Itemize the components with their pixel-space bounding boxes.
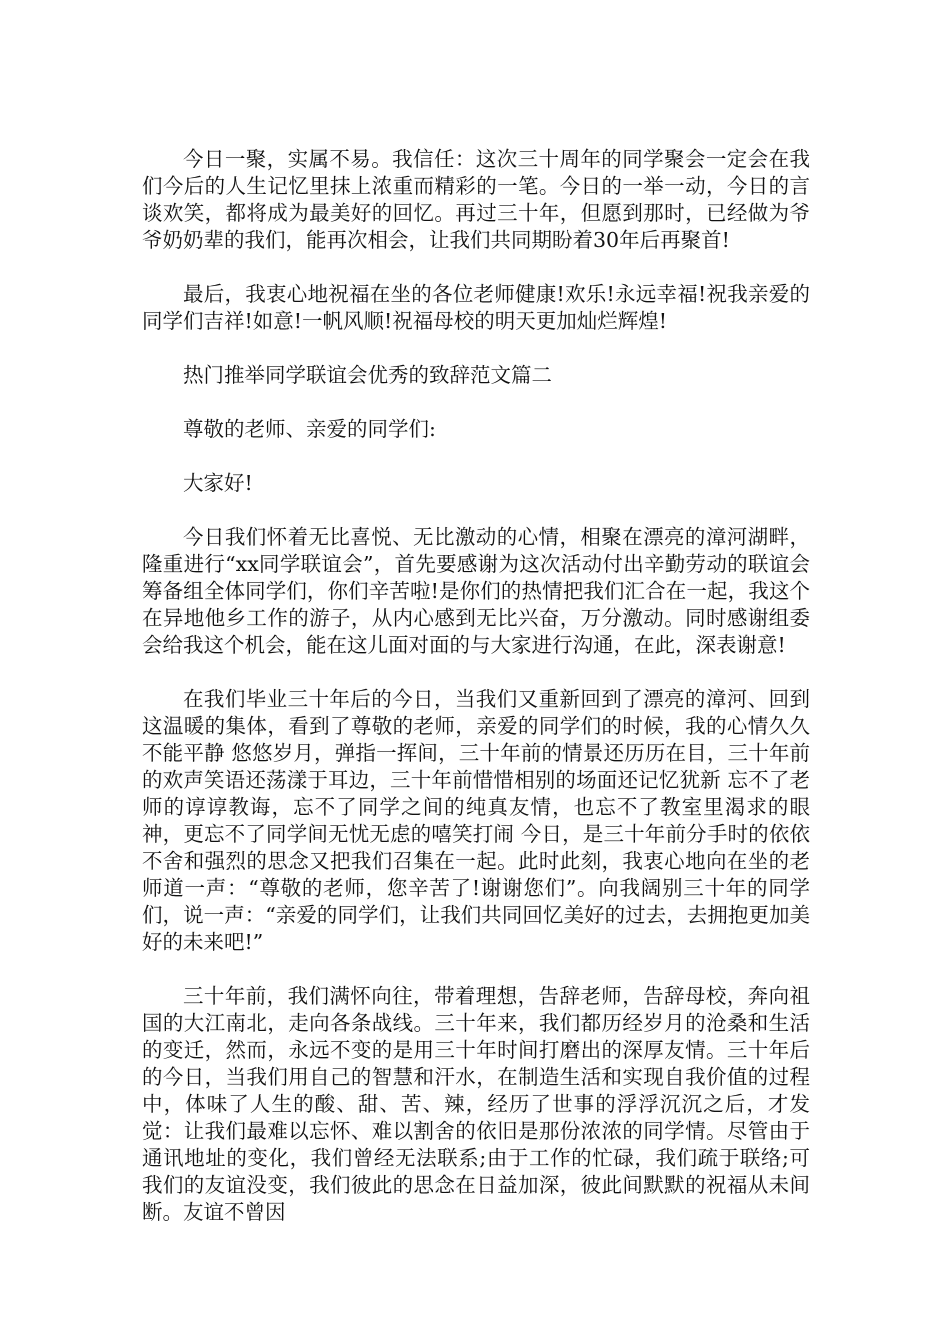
paragraph-memories: 在我们毕业三十年后的今日，当我们又重新回到了漂亮的漳河、回到这温暖的集体，看到了尊敬的老师，亲爱的同学们的时候，我的心情久久不能平静 悠悠岁月，弹指一挥间，三十年前的情景还历历在目，三十年前的欢声笑语还荡漾于耳边，三十年前惜惜相别的场面还记忆犹新 忘不了老师的谆谆教诲，忘不了同学之间的纯真友情，也忘不了教室里渴求的眼神，更忘不了同学间无忧无虑的嘻笑打闹 今日，是三十年前分手时的依依不舍和强烈的思念又把我们召集在一起。此时此刻，我衷心地向在坐的老师道一声：“尊敬的老师，您辛苦了!谢谢您们”。向我阔别三十年的同学们，说一声：“亲爱的同学们，让我们共同回忆美好的过去，去拥抱更加美好的未来吧!” bbox=[142, 687, 810, 954]
paragraph-opening: 今日我们怀着无比喜悦、无比激动的心情，相聚在漂亮的漳河湖畔，隆重进行“xx同学联谊会”，首先要感谢为这次活动付出辛勤劳动的联谊会筹备组全体同学们，你们辛苦啦!是你们的热情把我们汇合在一起，我这个在异地他乡工作的游子，从内心感到无比兴奋，万分激动。同时感谢组委会给我这个机会，能在这儿面对面的与大家进行沟通，在此，深表谢意! bbox=[142, 525, 810, 657]
paragraph-thirty-years: 三十年前，我们满怀向往，带着理想，告辞老师，告辞母校，奔向祖国的大江南北，走向各条战线。三十年来，我们都历经岁月的沧桑和生活的变迁，然而，永远不变的是用三十年时间打磨出的深厚友情。三十年后的今日，当我们用自己的智慧和汗水，在制造生活和实现自我价值的过程中，体味了人生的酸、甜、苦、辣，经历了世事的浮浮沉沉之后，才发觉：让我们最难以忘怀、难以割舍的依旧是那份浓浓的同学情。尽管由于通讯地址的变化，我们曾经无法联系;由于工作的忙碌，我们疏于联络;可我们的友谊没变，我们彼此的思念在日益加深，彼此间默默的祝福从未间断。友谊不曾因 bbox=[142, 984, 810, 1224]
salutation: 尊敬的老师、亲爱的同学们: bbox=[183, 417, 436, 441]
document-body bbox=[142, 146, 810, 1226]
paragraph-final-blessing: 最后，我衷心地祝福在坐的各位老师健康!欢乐!永远幸福!祝我亲爱的同学们吉祥!如意!一帆风顺!祝福母校的明天更加灿烂辉煌! bbox=[142, 282, 810, 333]
section-heading: 热门推举同学联谊会优秀的致辞范文篇二 bbox=[183, 363, 552, 387]
greeting: 大家好! bbox=[183, 471, 253, 495]
paragraph-closing-wish: 今日一聚，实属不易。我信任：这次三十周年的同学聚会一定会在我们今后的人生记忆里抹上浓重而精彩的一笔。今日的一举一动，今日的言谈欢笑，都将成为最美好的回忆。再过三十年，但愿到那时，已经做为爷爷奶奶辈的我们，能再次相会，让我们共同期盼着30年后再聚首! bbox=[142, 147, 810, 252]
